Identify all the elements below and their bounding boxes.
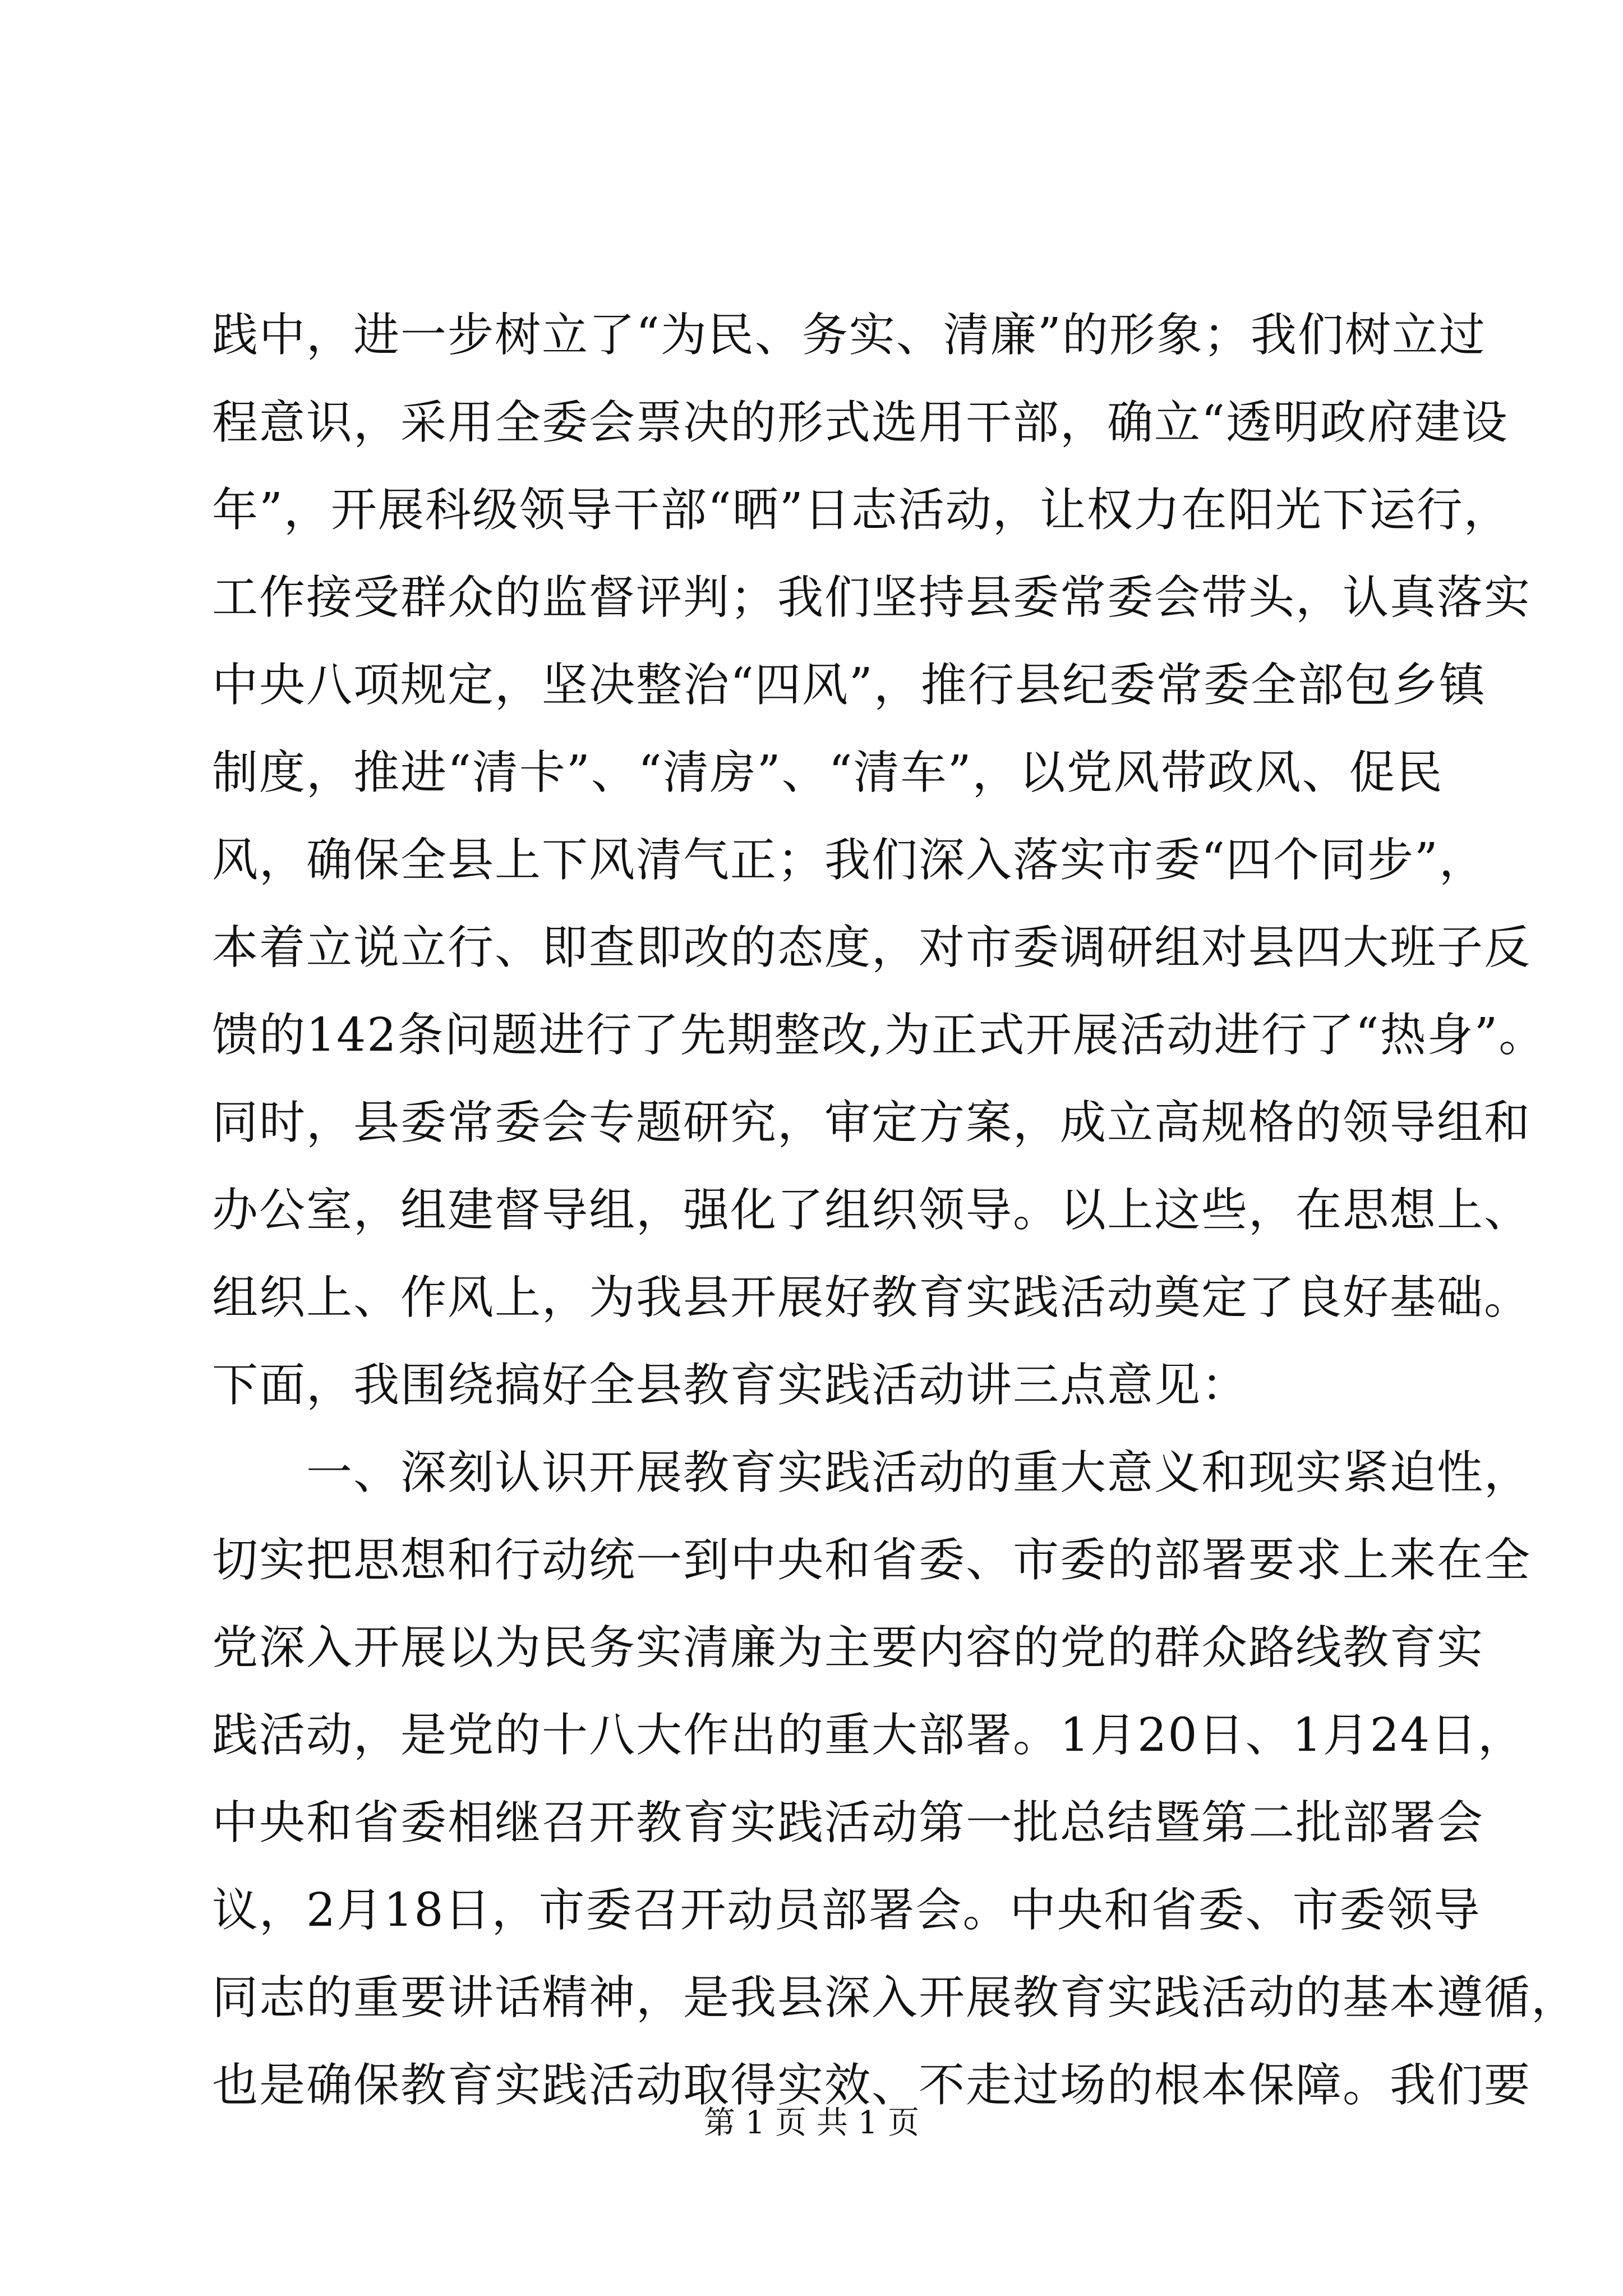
text-line: 践活动，是党的十八大作出的重大部署。1月20日、1月24日， <box>212 1709 1525 1762</box>
text-line: 制度，推进“清卡”、“清房”、“清车”，以党风带政风、促民 <box>212 746 1444 799</box>
text-line: 馈的142条问题进行了先期整改,为正式开展活动进行了“热身”。 <box>212 1009 1546 1062</box>
text-line: 本着立说立行、即查即改的态度，对市委调研组对县四大班子反 <box>212 921 1532 974</box>
text-line: 党深入开展以为民务实清廉为主要内容的党的群众路线教育实 <box>212 1621 1484 1674</box>
page-footer: 第 1 页 共 1 页 <box>703 2105 920 2141</box>
text-line: 同志的重要讲话精神，是我县深入开展教育实践活动的基本遵循， <box>212 1971 1579 2024</box>
text-line: 践中，进一步树立了“为民、务实、清廉”的形象；我们树立过 <box>212 309 1486 362</box>
text-line: 一、深刻认识开展教育实践活动的重大意义和现实紧迫性， <box>212 1446 1532 1499</box>
text-line: 风，确保全县上下风清气正；我们深入落实市委“四个同步”， <box>212 834 1486 887</box>
text-line: 工作接受群众的监督评判；我们坚持县委常委会带头，认真落实 <box>212 571 1532 624</box>
text-line: 切实把思想和行动统一到中央和省委、市委的部署要求上来在全 <box>212 1534 1532 1587</box>
text-line: 程意识，采用全委会票决的形式选用干部，确立“透明政府建设 <box>212 396 1509 449</box>
text-line: 下面，我围绕搞好全县教育实践活动讲三点意见： <box>212 1359 1249 1412</box>
text-line: 议，2月18日，市委召开动员部署会。中央和省委、市委领导 <box>212 1884 1481 1937</box>
text-line: 同时，县委常委会专题研究，审定方案，成立高规格的领导组和 <box>212 1096 1532 1149</box>
text-line: 年”，开展科级领导干部“晒”日志活动，让权力在阳光下运行， <box>212 484 1511 537</box>
text-line: 中央和省委相继召开教育实践活动第一批总结暨第二批部署会 <box>212 1796 1484 1849</box>
text-line: 也是确保教育实践活动取得实效、不走过场的根本保障。我们要 <box>212 2059 1532 2112</box>
text-line: 组织上、作风上，为我县开展好教育实践活动奠定了良好基础。 <box>212 1271 1532 1324</box>
document-body <box>212 292 1579 2129</box>
text-line: 办公室，组建督导组，强化了组织领导。以上这些，在思想上、 <box>212 1184 1532 1237</box>
text-line: 中央八项规定，坚决整治“四风”，推行县纪委常委全部包乡镇 <box>212 659 1486 712</box>
